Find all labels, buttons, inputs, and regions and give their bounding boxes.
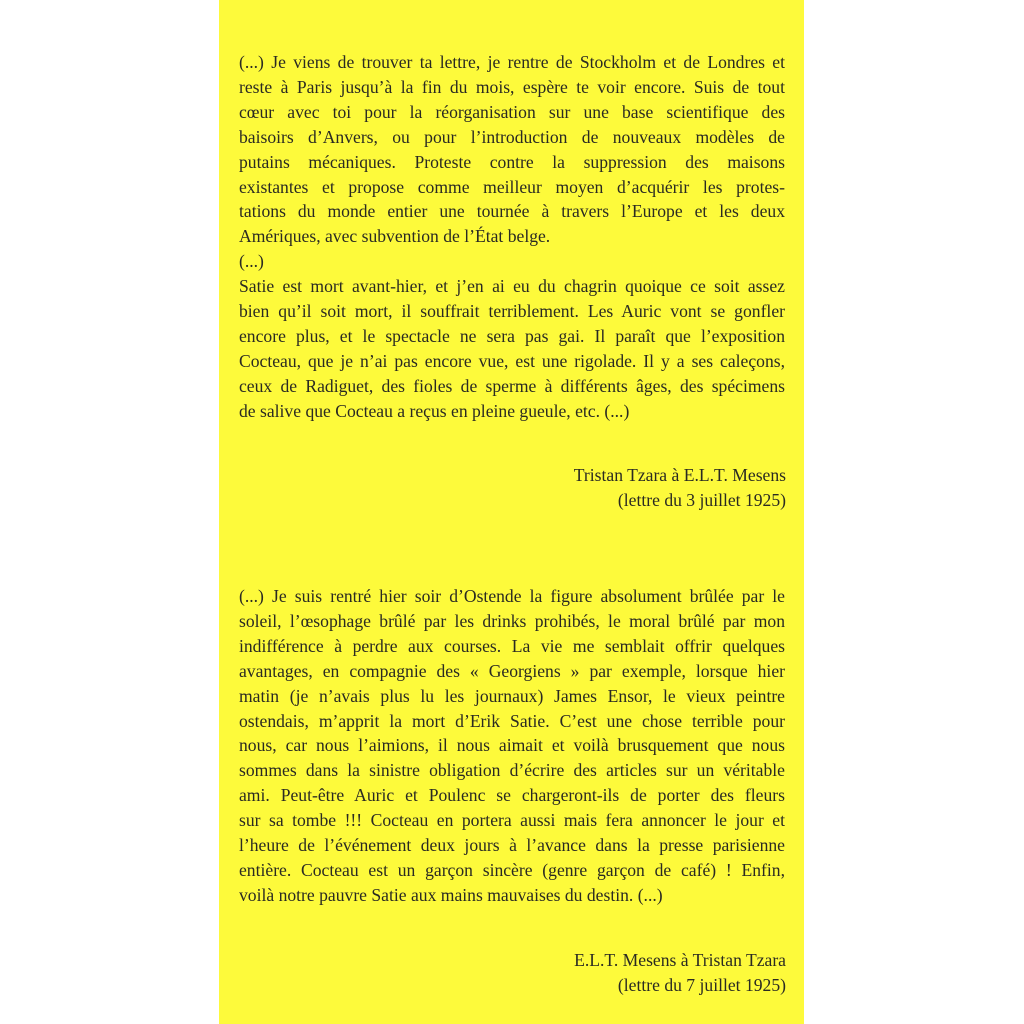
letter1-line: baisoirs d’Anvers, ou pour l’introduction de nouveaux modèles de (239, 126, 785, 147)
letter1-line: de salive que Cocteau a reçus en pleine gueule, etc. (...) (239, 400, 630, 421)
letter1-line: ceux de Radiguet, des fioles de sperme à différents âges, des spécimens (239, 375, 785, 396)
letter2-line: matin (je n’avais plus lu les journaux) James Ensor, le vieux peintre (239, 685, 785, 706)
letter2-line: indifférence à perdre aux courses. La vie me semblait offrir quelques (239, 635, 785, 656)
letter2-line: sur sa tombe !!! Cocteau en portera aussi mais fera annoncer le jour et (239, 810, 785, 831)
letter2-line: (...) Je suis rentré hier soir d’Ostende la figure absolument brûlée par le (239, 586, 785, 606)
letter2-line: entière. Cocteau est un garçon sincère (genre garçon de café) ! Enfin, (239, 859, 785, 880)
letter1-line: putains mécaniques. Proteste contre la suppression des maisons (239, 151, 785, 172)
letter2-line: nous, car nous l’aimions, il nous aimait et voilà brusquement que nous (239, 735, 785, 756)
book-page (219, 0, 804, 1024)
letter1-line: cœur avec toi pour la réorganisation sur une base scientifique des (239, 101, 785, 122)
letter1-line: reste à Paris jusqu’à la fin du mois, espère te voir encore. Suis de tout (239, 76, 785, 97)
letter2-line: ami. Peut-être Auric et Poulenc se chargeront-ils de porter des fleurs (239, 785, 785, 806)
letter2-signature-date: (lettre du 7 juillet 1925) (617, 974, 786, 995)
letter1-ellipsis: (...) (239, 251, 264, 272)
letter2-line: avantages, en compagnie des « Georgiens » par exemple, lorsque hier (239, 660, 785, 681)
letter2-line: voilà notre pauvre Satie aux mains mauvaises du destin. (...) (239, 884, 663, 905)
letter2-signature-author: E.L.T. Mesens à Tristan Tzara (574, 950, 786, 970)
letter1-signature-date: (lettre du 3 juillet 1925) (617, 489, 786, 510)
letter1-line: Satie est mort avant-hier, et j’en ai eu du chagrin quoique ce soit assez (239, 276, 785, 297)
letter2-line: l’heure de l’événement deux jours à l’avance dans la presse parisienne (239, 835, 785, 856)
letter-mesens-to-tzara (239, 584, 785, 908)
letter1-line: existantes et propose comme meilleur moyen d’acquérir les protes- (239, 176, 785, 197)
letter2-line: soleil, l’œsophage brûlé par les drinks prohibés, le moral brûlé par mon (239, 610, 785, 631)
letter1-line: encore plus, et le spectacle ne sera pas gai. Il paraît que l’exposition (239, 325, 785, 346)
letter1-line: Amériques, avec subvention de l’État belge. (239, 226, 551, 247)
letter1-signature-author: Tristan Tzara à E.L.T. Mesens (573, 465, 786, 485)
letter-tzara-to-mesens (239, 50, 785, 424)
letter2-line: ostendais, m’apprit la mort d’Erik Satie. C’est une chose terrible pour (239, 710, 785, 731)
letter2-signature (574, 948, 786, 998)
letter1-line: (...) Je viens de trouver ta lettre, je rentre de Stockholm et de Londres et (239, 52, 785, 72)
letter1-line: tations du monde entier une tournée à travers l’Europe et les deux (239, 201, 785, 222)
letter1-line: bien qu’il soit mort, il souffrait terriblement. Les Auric vont se gonfler (239, 301, 785, 322)
letter1-signature (574, 463, 786, 513)
letter2-line: sommes dans la sinistre obligation d’écrire des articles sur un véritable (239, 760, 785, 781)
letter1-line: Cocteau, que je n’ai pas encore vue, est une rigolade. Il y a ses caleçons, (239, 350, 785, 371)
